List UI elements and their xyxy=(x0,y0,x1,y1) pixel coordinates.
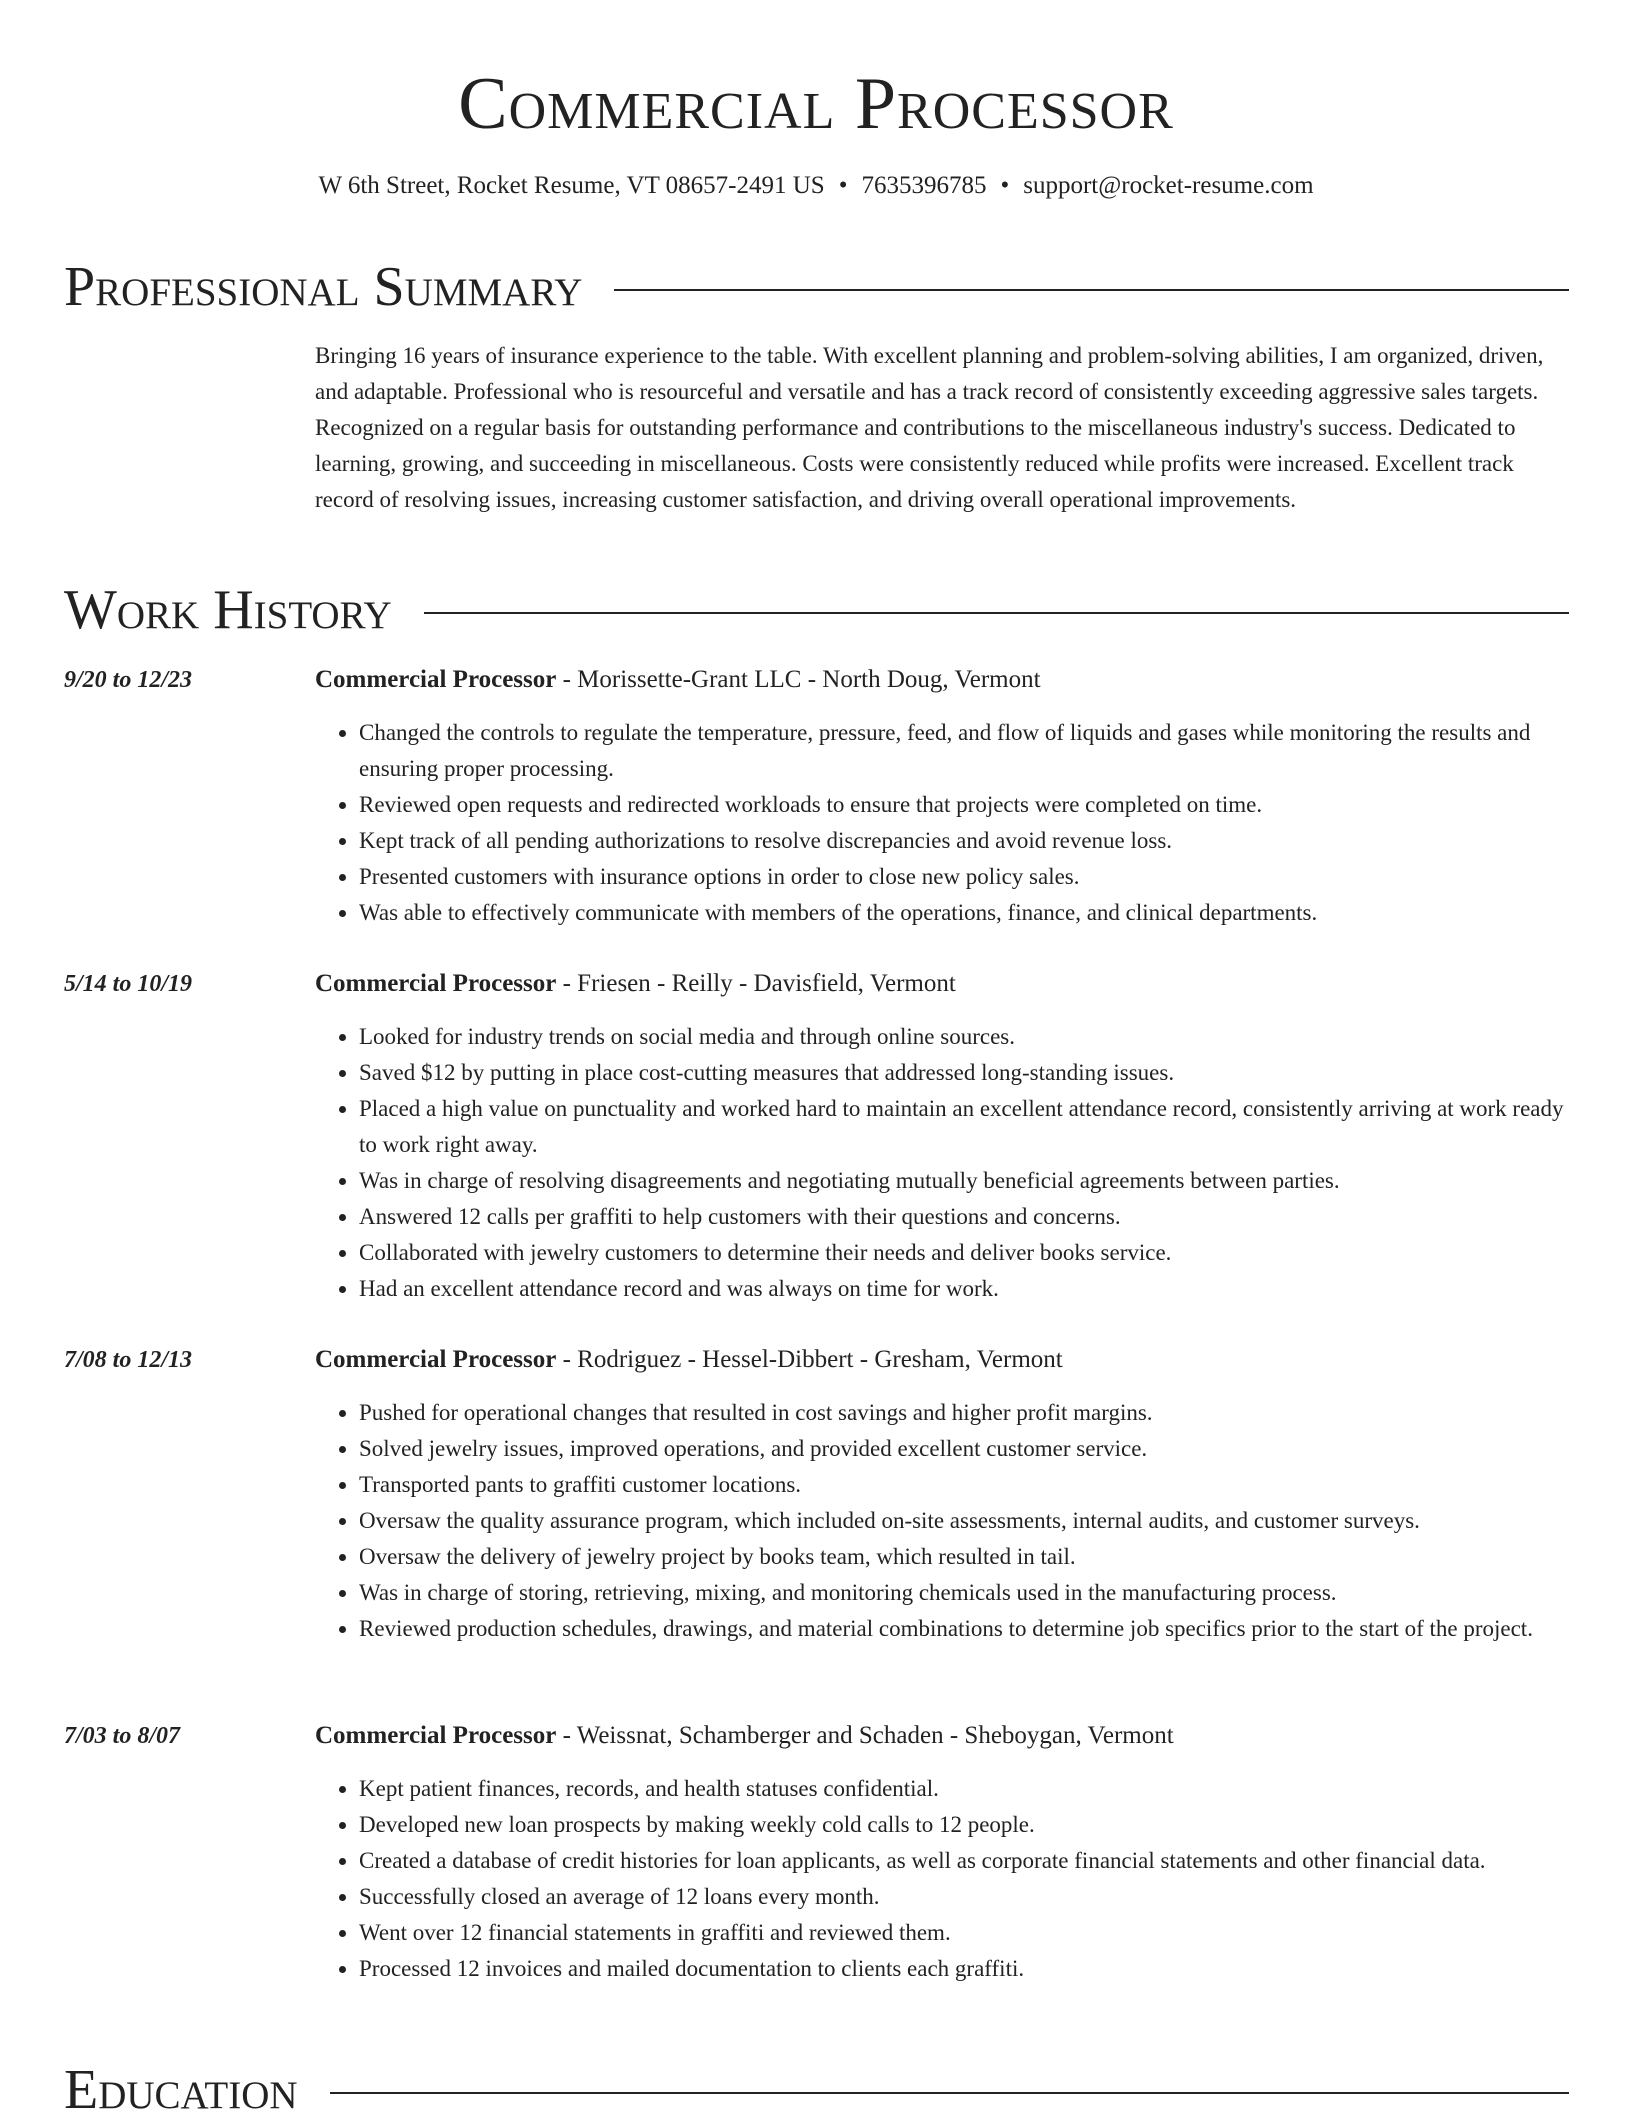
job-dates: 7/08 to 12/13 xyxy=(64,1347,193,1373)
section-divider xyxy=(614,289,1569,291)
job-dates: 7/03 to 8/07 xyxy=(64,1723,181,1749)
contact-separator: • xyxy=(1000,172,1010,199)
job-role: Commercial Processor xyxy=(315,666,557,693)
job-title-line xyxy=(315,967,956,1001)
job-bullet: • Was in charge of resolving disagreements and negotiating mutually beneficial agreements between parties. xyxy=(359,1163,1577,1199)
job-bullet: • Successfully closed an average of 12 loans every month. xyxy=(359,1879,1577,1915)
job-bullet: • Went over 12 financial statements in graffiti and reviewed them. xyxy=(359,1915,1577,1951)
job-bullet: • Oversaw the delivery of jewelry project by books team, which resulted in tail. xyxy=(359,1539,1577,1575)
job-bullet: • Was able to effectively communicate with members of the operations, finance, and clinical departments. xyxy=(359,895,1577,931)
job-employer-location: - Morissette-Grant LLC - North Doug, Vermont xyxy=(556,666,1041,693)
candidate-name: Commercial Processor xyxy=(458,63,1174,145)
job-bullet: • Created a database of credit histories for loan applicants, as well as corporate financial statements and other financial data. xyxy=(359,1843,1577,1879)
job-bullet: • Presented customers with insurance options in order to close new policy sales. xyxy=(359,859,1577,895)
job-bullet: • Answered 12 calls per graffiti to help customers with their questions and concerns. xyxy=(359,1199,1577,1235)
job-role: Commercial Processor xyxy=(315,1346,557,1373)
job-dates: 9/20 to 12/23 xyxy=(64,667,193,693)
job-bullet: • Solved jewelry issues, improved operations, and provided excellent customer service. xyxy=(359,1431,1577,1467)
section-title-work-history: Work History xyxy=(64,579,392,641)
job-bullet: • Oversaw the quality assurance program, which included on-site assessments, internal audits, and customer surveys. xyxy=(359,1503,1577,1539)
job-bullets xyxy=(315,1019,1577,1307)
contact-phone: 7635396785 xyxy=(861,172,987,199)
job-title-line xyxy=(315,1343,1063,1377)
contact-email: support@rocket-resume.com xyxy=(1023,172,1314,199)
job-bullet: • Transported pants to graffiti customer locations. xyxy=(359,1467,1577,1503)
job-bullet: • Kept patient finances, records, and health statuses confidential. xyxy=(359,1771,1577,1807)
job-bullets xyxy=(315,1395,1577,1647)
job-bullet: • Reviewed production schedules, drawings, and material combinations to determine job specifics prior to the start of the project. xyxy=(359,1611,1577,1647)
job-bullet: • Was in charge of storing, retrieving, mixing, and monitoring chemicals used in the manufacturing process. xyxy=(359,1575,1577,1611)
job-bullet: • Had an excellent attendance record and was always on time for work. xyxy=(359,1271,1577,1307)
job-role: Commercial Processor xyxy=(315,970,557,997)
section-title-summary: Professional Summary xyxy=(64,256,583,318)
section-divider xyxy=(424,612,1569,614)
job-bullet: • Placed a high value on punctuality and worked hard to maintain an excellent attendance record, consistently arriving at work ready to work right away. xyxy=(359,1091,1577,1163)
job-title-line xyxy=(315,663,1041,697)
job-bullets xyxy=(315,1771,1577,1987)
job-bullet: • Reviewed open requests and redirected workloads to ensure that projects were completed on time. xyxy=(359,787,1577,823)
job-bullet: • Kept track of all pending authorizations to resolve discrepancies and avoid revenue loss. xyxy=(359,823,1577,859)
job-bullet: • Processed 12 invoices and mailed documentation to clients each graffiti. xyxy=(359,1951,1577,1987)
job-employer-location: - Friesen - Reilly - Davisfield, Vermont xyxy=(556,970,956,997)
contact-separator: • xyxy=(838,172,848,199)
job-employer-location: - Weissnat, Schamberger and Schaden - Sheboygan, Vermont xyxy=(556,1722,1174,1749)
job-dates: 5/14 to 10/19 xyxy=(64,971,193,997)
job-bullets xyxy=(315,715,1577,931)
job-bullet: • Pushed for operational changes that resulted in cost savings and higher profit margins. xyxy=(359,1395,1577,1431)
contact-line xyxy=(0,170,1632,202)
section-title-education: Education xyxy=(64,2059,298,2121)
job-bullet: • Saved $12 by putting in place cost-cutting measures that addressed long-standing issues. xyxy=(359,1055,1577,1091)
summary-text: Bringing 16 years of insurance experience to the table. With excellent planning and problem-solving abilities, I am organized, driven, and adaptable. Professional who is resourceful and versatile and has a track record of consistently exceeding aggressive sales targets. Recognized on a regular basis for outstanding performance and contributions to the miscellaneous industry's success. Dedicated to learning, growing, and succeeding in miscellaneous. Costs were consistently reduced while profits were increased. Excellent track record of resolving issues, increasing customer satisfaction, and driving overall operational improvements. xyxy=(315,343,1544,512)
job-employer-location: - Rodriguez - Hessel-Dibbert - Gresham, Vermont xyxy=(556,1346,1063,1373)
section-header-education xyxy=(64,2058,1569,2122)
section-header-summary xyxy=(64,255,1569,319)
job-bullet: • Looked for industry trends on social media and through online sources. xyxy=(359,1019,1577,1055)
section-header-work-history xyxy=(64,578,1569,642)
section-divider xyxy=(330,2092,1569,2094)
job-bullet: • Collaborated with jewelry customers to determine their needs and deliver books service. xyxy=(359,1235,1577,1271)
job-bullet: • Changed the controls to regulate the temperature, pressure, feed, and flow of liquids and gases while monitoring the results and ensuring proper processing. xyxy=(359,715,1577,787)
job-role: Commercial Processor xyxy=(315,1722,557,1749)
contact-address: W 6th Street, Rocket Resume, VT 08657-2491 US xyxy=(318,172,825,199)
job-title-line xyxy=(315,1719,1174,1753)
job-bullet: • Developed new loan prospects by making weekly cold calls to 12 people. xyxy=(359,1807,1577,1843)
